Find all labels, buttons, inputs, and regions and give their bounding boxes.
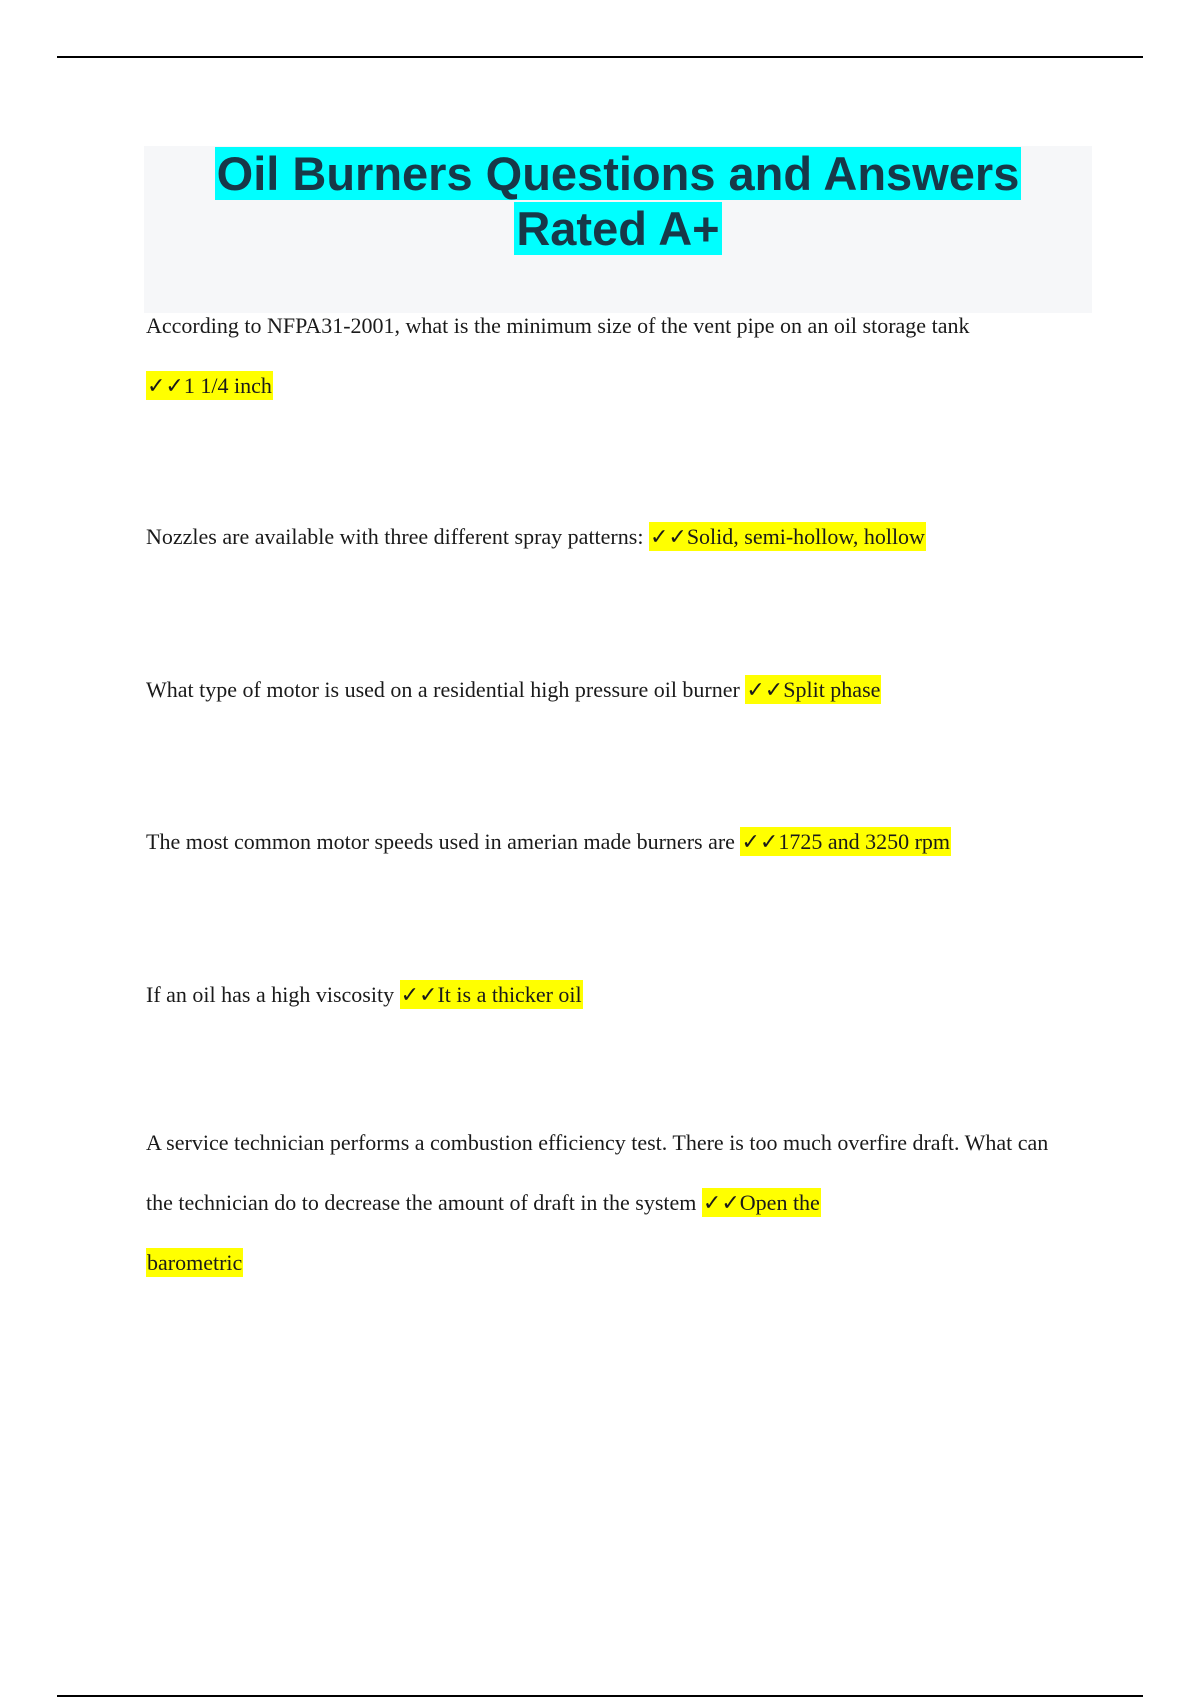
document-title	[144, 146, 1092, 256]
bottom-rule	[57, 1695, 1143, 1697]
qa-item-4	[146, 812, 1076, 872]
check-icon: ✓✓	[649, 524, 687, 549]
answer-text: It is a thicker oil	[437, 982, 582, 1007]
answer-text: 1 1/4 inch	[183, 373, 272, 398]
title-line-1: Oil Burners Questions and Answers	[216, 147, 1020, 200]
answer-text: Solid, semi-hollow, hollow	[686, 524, 925, 549]
question-text: A service technician performs a combustion efficiency test. There is too much overfire draft. What can the technician do to decrease the amount of draft in the system	[146, 1130, 1049, 1215]
question-text: What type of motor is used on a residential high pressure oil burner	[146, 677, 740, 702]
answer-highlight	[400, 980, 583, 1009]
answer-highlight-continued	[146, 1248, 243, 1277]
answer-text: Open the	[739, 1190, 820, 1215]
qa-item-2	[146, 507, 1076, 567]
answer-highlight	[702, 1188, 821, 1217]
answer-text: Split phase	[783, 677, 881, 702]
title-line-2: Rated A+	[516, 202, 720, 255]
answer-highlight	[745, 675, 881, 704]
qa-item-3	[146, 660, 1076, 720]
check-icon: ✓✓	[400, 982, 438, 1007]
qa-item-1	[146, 296, 1076, 416]
check-icon: ✓✓	[147, 373, 184, 398]
qa-item-5	[146, 965, 1076, 1025]
top-rule	[57, 56, 1143, 58]
check-icon: ✓✓	[746, 677, 784, 702]
answer-highlight	[740, 827, 951, 856]
check-icon: ✓✓	[702, 1190, 740, 1215]
question-text: According to NFPA31-2001, what is the minimum size of the vent pipe on an oil storage tank	[146, 313, 970, 338]
answer-highlight	[146, 371, 273, 400]
question-text: The most common motor speeds used in amerian made burners are	[146, 829, 735, 854]
answer-text: barometric	[147, 1250, 243, 1275]
answer-text: 1725 and 3250 rpm	[778, 829, 951, 854]
answer-highlight	[649, 522, 926, 551]
check-icon: ✓✓	[741, 829, 779, 854]
question-text: If an oil has a high viscosity	[146, 982, 395, 1007]
title-banner	[144, 146, 1092, 313]
question-text: Nozzles are available with three different spray patterns:	[146, 524, 644, 549]
qa-item-6	[146, 1113, 1076, 1293]
